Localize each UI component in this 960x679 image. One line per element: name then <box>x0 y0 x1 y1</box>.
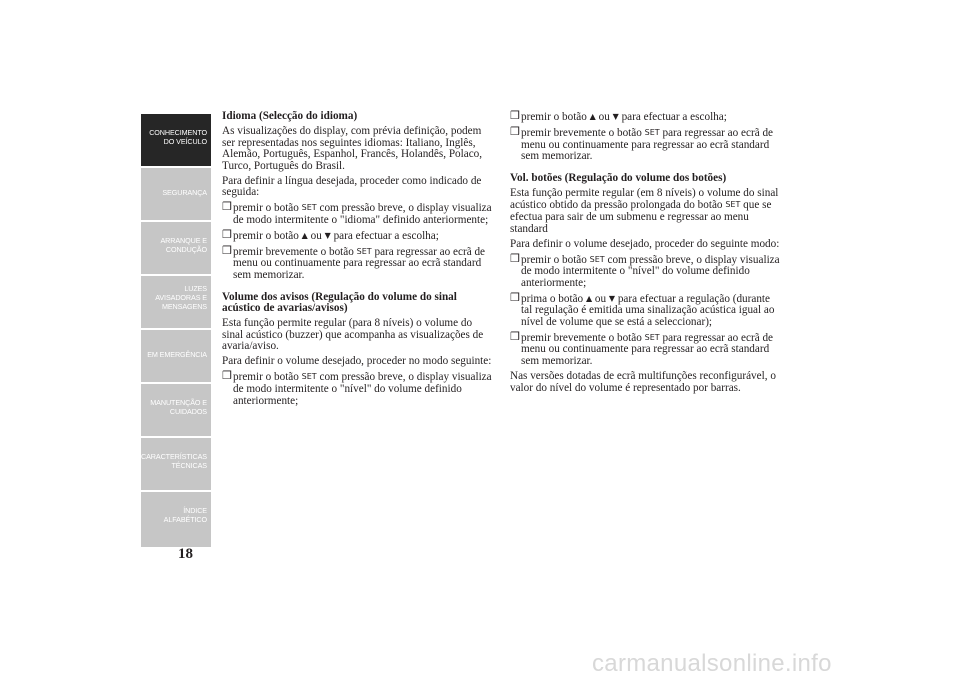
tab-label: EM EMERGÊNCIA <box>147 350 207 359</box>
tab-label: ARRANQUE E CONDUÇÃO <box>160 236 207 254</box>
checkbox-bullet-icon: ❒ <box>222 370 233 383</box>
checkbox-bullet-icon: ❒ <box>510 291 521 304</box>
list-item: ❒ premir o botão SET com pressão breve, o display visualiza de modo intermitente o "nível" do volume definido anteriormente; <box>222 370 492 407</box>
checkbox-bullet-icon: ❒ <box>510 125 521 138</box>
set-button-icon: SET <box>644 332 660 342</box>
checkbox-bullet-icon: ❒ <box>222 201 233 214</box>
set-button-icon: SET <box>301 372 317 382</box>
text-column-left <box>222 111 494 411</box>
list-item: ❒ premir o botão ▲ ou ▼ para efectuar a escolha; <box>222 228 439 242</box>
list-item: ❒ premir o botão SET com pressão breve, o display visualiza de modo intermitente o "nível" do volume definido anteriormente; <box>510 252 780 289</box>
text-column-right <box>510 111 782 398</box>
section-heading: Idioma (Selecção do idioma) <box>222 110 358 122</box>
paragraph: Para definir a língua desejada, proceder como indicado de seguida: <box>222 174 482 199</box>
tab-seguranca[interactable] <box>141 168 211 220</box>
page-number: 18 <box>178 546 193 562</box>
checkbox-bullet-icon: ❒ <box>510 330 521 343</box>
section-heading: Vol. botões (Regulação do volume dos botões) <box>510 171 727 184</box>
down-arrow-icon: ▼ <box>608 293 616 303</box>
tab-manutencao[interactable] <box>141 384 211 436</box>
checkbox-bullet-icon: ❒ <box>510 110 521 122</box>
tab-caracteristicas[interactable] <box>141 438 211 490</box>
tab-label: ÍNDICE ALFABÉTICO <box>163 506 207 524</box>
tab-indice[interactable] <box>141 492 211 547</box>
set-button-icon: SET <box>301 203 317 213</box>
up-arrow-icon: ▲ <box>585 293 593 303</box>
watermark: carmanualsonline.info <box>592 650 832 677</box>
paragraph: Para definir o volume desejado, proceder do seguinte modo: <box>510 237 780 250</box>
list-item: ❒ premir o botão ▲ ou ▼ para efectuar a escolha; <box>510 110 727 123</box>
paragraph: Para definir o volume desejado, proceder no modo seguinte: <box>222 355 492 368</box>
set-button-icon: SET <box>589 254 605 264</box>
tab-label: SEGURANÇA <box>162 188 207 197</box>
up-arrow-icon: ▲ <box>589 112 596 121</box>
checkbox-bullet-icon: ❒ <box>510 252 521 265</box>
tab-luzes[interactable] <box>141 276 211 328</box>
paragraph: Nas versões dotadas de ecrã multifunções reconfigurável, o valor do nível do volume é representado por barras. <box>510 370 776 394</box>
list-item: ❒ premir brevemente o botão SET para regressar ao ecrã de menu ou continuamente para regressar ao ecrã standard sem memorizar. <box>510 330 774 368</box>
up-arrow-icon: ▲ <box>301 230 308 240</box>
down-arrow-icon: ▼ <box>612 112 619 121</box>
list-item: ❒ premir brevemente o botão SET para regressar ao ecrã de menu ou continuamente para regressar ao ecrã standard sem memorizar. <box>222 244 486 282</box>
set-button-icon: SET <box>725 200 741 210</box>
set-button-icon: SET <box>644 127 660 137</box>
paragraph: Esta função permite regular (para 8 níveis) o volume do sinal acústico (buzzer) que acompanha as visualizações de avaria/aviso. <box>222 317 484 353</box>
list-item: ❒ prima o botão ▲ ou ▼ para efectuar a regulação (durante tal regulação é emitida uma sinalização acústica igual ao nível de volume que se está a seleccionar); <box>510 291 775 328</box>
chapter-tabs <box>141 114 211 549</box>
checkbox-bullet-icon: ❒ <box>222 228 233 241</box>
tab-label: CONHECIMENTO DO VEÍCULO <box>149 128 207 146</box>
checkbox-bullet-icon: ❒ <box>222 244 233 257</box>
tab-label: LUZES AVISADORAS E MENSAGENS <box>155 284 207 311</box>
list-item: ❒ premir o botão SET com pressão breve, o display visualiza de modo intermitente o "idioma" definido anteriormente; <box>222 201 492 226</box>
paragraph: As visualizações do display, com prévia definição, podem ser representadas nos seguintes idiomas: Italiano, Inglês, Alemão, Português, Espanhol, Francês, Holandês, Polaco, Turco, Português do Brasil. <box>222 124 483 172</box>
set-button-icon: SET <box>356 246 372 256</box>
down-arrow-icon: ▼ <box>324 230 331 240</box>
tab-conhecimento[interactable] <box>141 114 211 166</box>
tab-label: MANUTENÇÃO E CUIDADOS <box>150 398 207 416</box>
tab-label: CARACTERÍSTICAS TÉCNICAS <box>141 452 207 470</box>
list-item: ❒ premir brevemente o botão SET para regressar ao ecrã de menu ou continuamente para regressar ao ecrã standard sem memorizar. <box>510 125 774 163</box>
section-heading: Volume dos avisos (Regulação do volume do sinal acústico de avarias/avisos) <box>222 290 457 315</box>
tab-emergencia[interactable] <box>141 330 211 382</box>
tab-arranque[interactable] <box>141 222 211 274</box>
paragraph: Esta função permite regular (em 8 níveis) o volume do sinal acústico obtido da pressão prolongada do botão SET que se efectua para sair de um submenu e regressar ao menu standard <box>510 186 779 235</box>
